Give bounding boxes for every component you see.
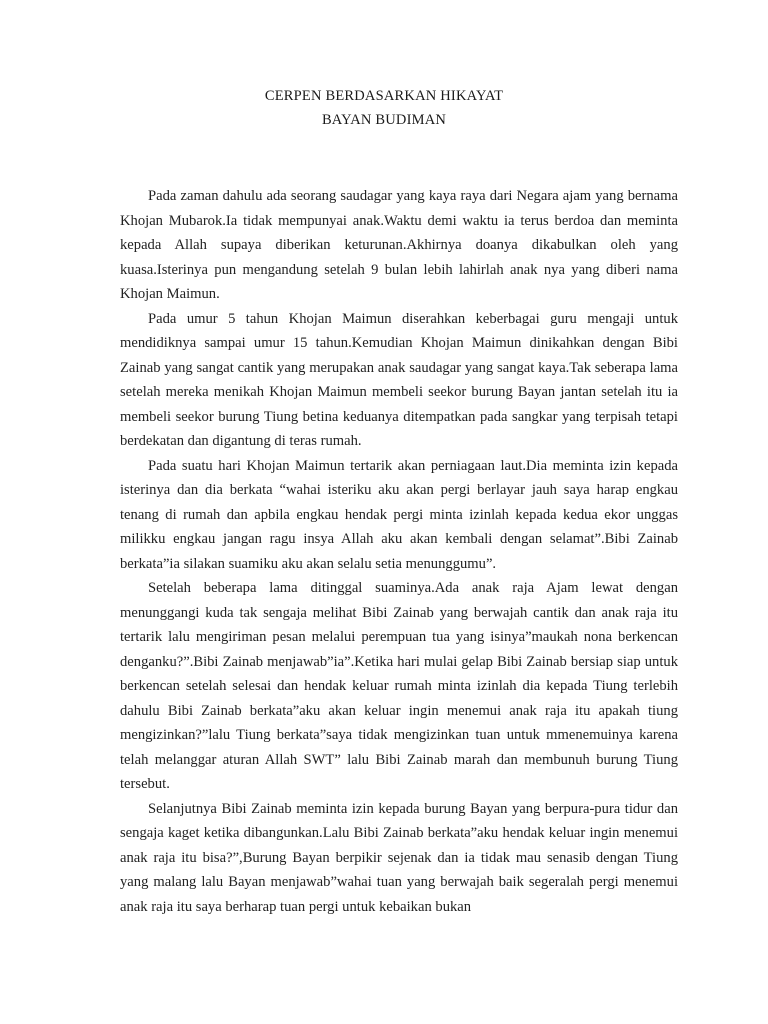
paragraph-2: Pada umur 5 tahun Khojan Maimun diserahkan keberbagai guru mengaji untuk mendidiknya sampai umur 15 tahun.Kemudian Khojan Maimun dinikahkan dengan Bibi Zainab yang sangat cantik yang merupakan anak saudagar yang sangat kaya.Tak seberapa lama setelah mereka menikah Khojan Maimun membeli seekor burung Bayan jantan setelah itu ia membeli seekor burung Tiung betina keduanya ditempatkan pada sangkar yang terpisah tetapi berdekatan dan digantung di teras rumah. (120, 310, 678, 449)
paragraph-3: Pada suatu hari Khojan Maimun tertarik akan perniagaan laut.Dia meminta izin kepada isterinya dan dia berkata “wahai isteriku aku akan pergi berlayar jauh saya harap engkau tenang di rumah dan apbila engkau hendak pergi minta izinlah kepada kedua ekor unggas milikku engkau jangan ragu insya Allah aku akan kembali dengan selamat”.Bibi Zainab berkata”ia silakan suamiku aku akan selalu setia menunggumu”. (120, 457, 678, 572)
title-block (0, 84, 768, 132)
paragraph-4: Setelah beberapa lama ditinggal suaminya.Ada anak raja Ajam lewat dengan menunggangi kuda tak sengaja melihat Bibi Zainab yang berwajah cantik dan anak raja itu tertarik lalu mengiriman pesan melalui perempuan tua yang isinya”maukah nona berkencan denganku?”.Bibi Zainab menjawab”ia”.Ketika hari mulai gelap Bibi Zainab bersiap siap untuk berkencan setelah selesai dan hendak keluar rumah minta izinlah dia kepada Tiung terlebih dahulu Bibi Zainab berkata”aku akan keluar ingin menemui anak raja itu apakah tiung mengizinkan?”lalu Tiung berkata”saya tidak mengizinkan tuan untuk mmenemuinya karena telah melanggar aturan Allah SWT” lalu Bibi Zainab marah dan membunuh burung Tiung tersebut. (120, 580, 678, 792)
title-line-2: BAYAN BUDIMAN (321, 112, 447, 128)
paragraph-1: Pada zaman dahulu ada seorang saudagar yang kaya raya dari Negara ajam yang bernama Khojan Mubarok.Ia tidak mempunyai anak.Waktu demi waktu ia terus berdoa dan meminta kepada Allah supaya diberikan keturunan.Akhirnya doanya dikabulkan oleh yang kuasa.Isterinya pun mengandung setelah 9 bulan lebih lahirlah anak nya yang diberi nama Khojan Maimun. (120, 188, 678, 302)
paragraph-5: Selanjutnya Bibi Zainab meminta izin kepada burung Bayan yang berpura-pura tidur dan sengaja kaget ketika dibangunkan.Lalu Bibi Zainab berkata”aku hendak keluar ingin menemui anak raja itu bisa?”,Burung Bayan berpikir sejenak dan ia tidak mau senasib dengan Tiung yang malang lalu Bayan menjawab”wahai tuan yang berwajah baik segeralah pergi menemui anak raja itu saya berharap tuan pergi untuk kebaikan bukan (120, 800, 678, 915)
title-line-1: CERPEN BERDASARKAN HIKAYAT (264, 88, 504, 104)
body-text (120, 184, 678, 919)
